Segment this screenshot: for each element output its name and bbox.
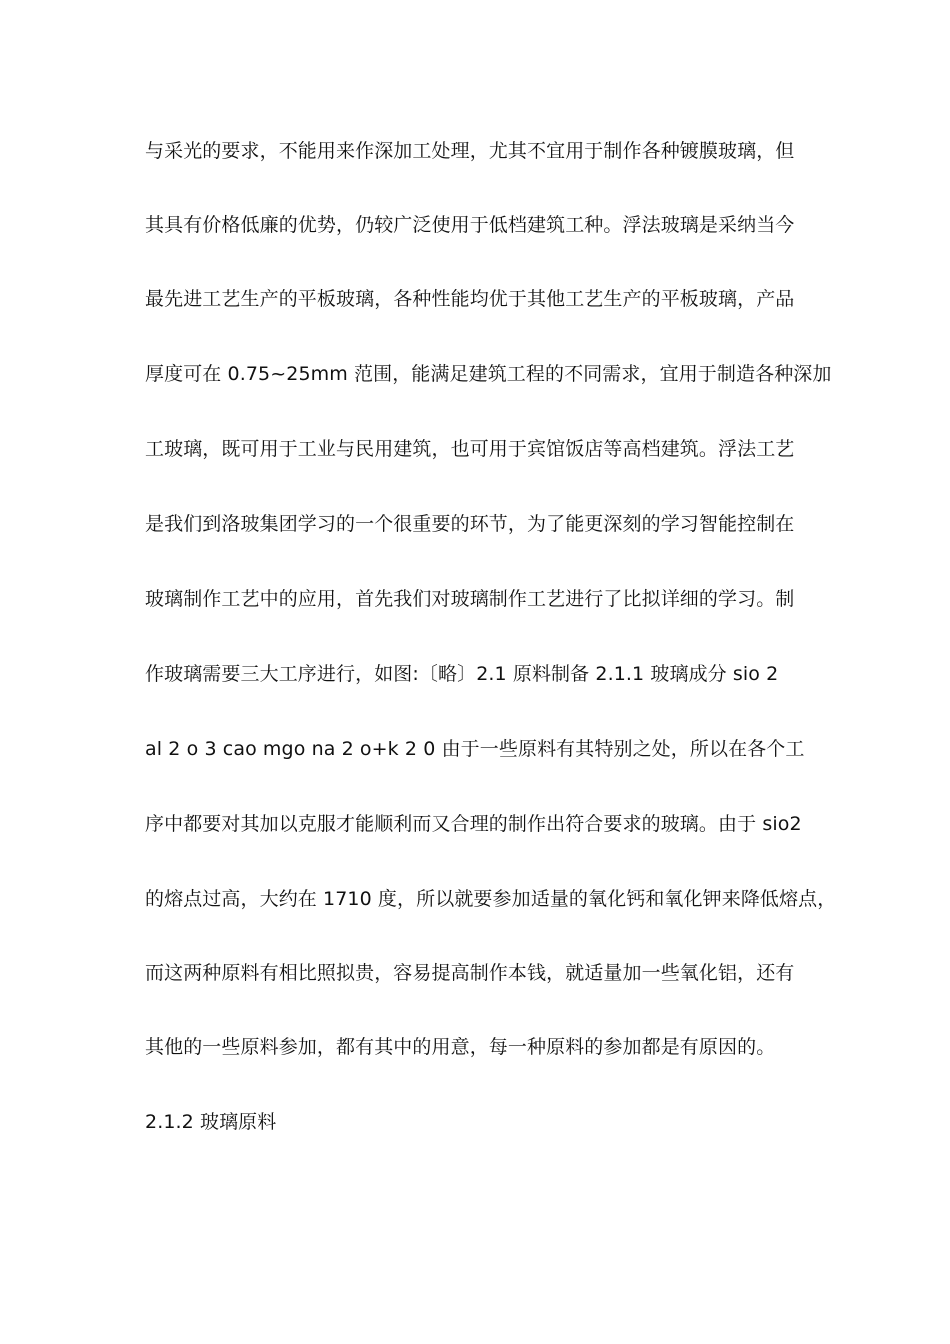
paragraph-line: 厚度可在 0.75~25mm 范围，能满足建筑工程的不同需求，宜用于制造各种深加 bbox=[145, 363, 832, 385]
paragraph-line: 与采光的要求，不能用来作深加工处理，尤其不宜用于制作各种镀膜玻璃，但 bbox=[145, 140, 795, 162]
paragraph-line: 玻璃制作工艺中的应用，首先我们对玻璃制作工艺进行了比拟详细的学习。制 bbox=[145, 588, 795, 610]
paragraph-line: 工玻璃，既可用于工业与民用建筑，也可用于宾馆饭店等高档建筑。浮法工艺 bbox=[145, 438, 795, 460]
paragraph-line: 作玻璃需要三大工序进行，如图:〔略〕2.1 原料制备 2.1.1 玻璃成分 sio 2 bbox=[145, 663, 779, 685]
paragraph-line: 的熔点过高，大约在 1710 度，所以就要参加适量的氧化钙和氧化钾来降低熔点， bbox=[145, 888, 837, 910]
paragraph-line: 其具有价格低廉的优势，仍较广泛使用于低档建筑工种。浮法玻璃是采纳当今 bbox=[145, 214, 795, 236]
paragraph-line: 而这两种原料有相比照拟贵，容易提高制作本钱，就适量加一些氧化铝，还有 bbox=[145, 962, 795, 984]
paragraph-line: al 2 o 3 cao mgo na 2 o+k 2 0 由于一些原料有其特别之处，所以在各个工 bbox=[145, 738, 805, 760]
section-heading: 2.1.2 玻璃原料 bbox=[145, 1111, 277, 1133]
paragraph-line: 序中都要对其加以克服才能顺利而又合理的制作出符合要求的玻璃。由于 sio2 bbox=[145, 813, 802, 835]
paragraph-line: 最先进工艺生产的平板玻璃，各种性能均优于其他工艺生产的平板玻璃，产品 bbox=[145, 288, 795, 310]
paragraph-line: 是我们到洛玻集团学习的一个很重要的环节，为了能更深刻的学习智能控制在 bbox=[145, 513, 795, 535]
paragraph-line: 其他的一些原料参加，都有其中的用意，每一种原料的参加都是有原因的。 bbox=[145, 1036, 776, 1058]
